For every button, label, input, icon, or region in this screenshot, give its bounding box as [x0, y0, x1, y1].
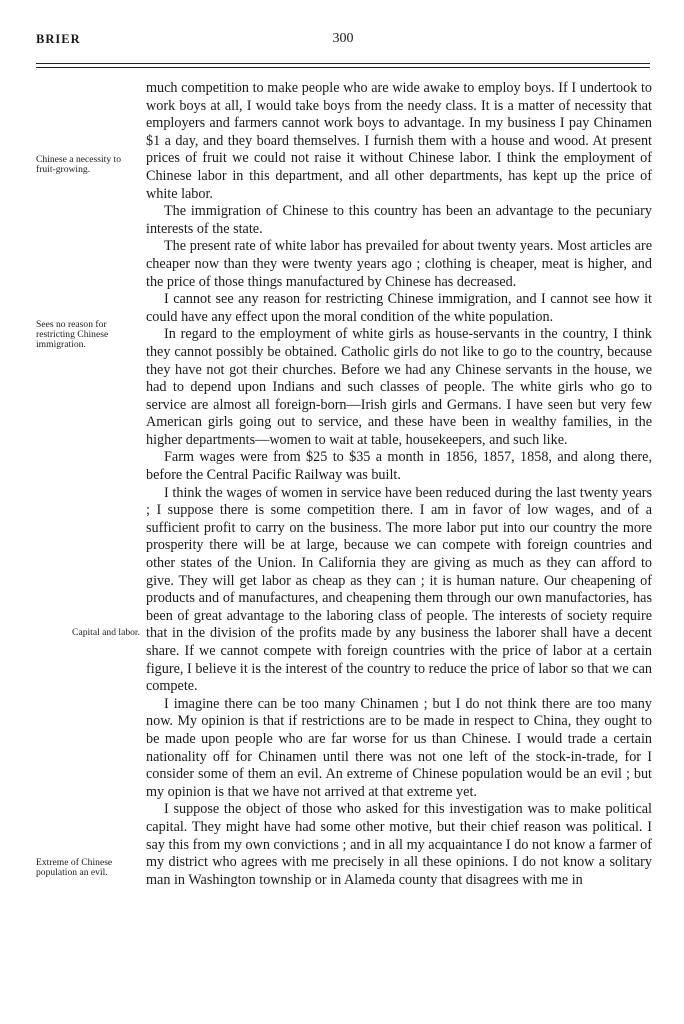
paragraph: The present rate of white labor has prevailed for about twenty years. Most articles are cheaper now than they were twenty years ago ; clothing is cheaper, meat is higher, and the price of those things manufactured by Chinese has decreased. [146, 238, 652, 290]
margin-note-restricting: Sees no reason for restricting Chinese immigration. [36, 319, 109, 350]
paragraph: Farm wages were from $25 to $35 a month in 1856, 1857, 1858, and along there, before the Central Pacific Railway was built. [146, 449, 652, 484]
margin-note-extreme-population: Extreme of Chinese population an evil. [36, 857, 113, 878]
header-rule-top [36, 63, 650, 64]
paragraph: The immigration of Chinese to this country has been an advantage to the pecuniary interests of the state. [146, 203, 652, 237]
page-number: 300 [332, 31, 354, 46]
header-rule-bottom [36, 67, 650, 68]
paragraph: I suppose the object of those who asked for this investigation was to make political capital. They might have had some other motive, but their chief reason was political. I say this from my own convictions ; and in all my acquaintance I do not know a farmer of my district who agrees with me precisely in all these opinions. I do not know a solitary man in Washington township or in Alameda county that disagrees with me in [146, 801, 652, 888]
paragraph: I think the wages of women in service have been reduced during the last twenty years ; I suppose there is some competition there. I am in favor of low wages, and of a sufficient profit to carry on the business. The more labor put into our country the more prosperity there will be at large, because we can compete with foreign countries and other states of the Union. In California they are giving as much as they can afford to give. They will get labor as cheap as they can ; it is human nature. Our cheapening of products and of manufactures, and cheapening them through our own manufactories, has been of great advantage to the laboring class of people. The interests of society require that in the division of the profits made by any business the laborer shall have a decent share. If we cannot compete with foreign countries with the price of labor at a certain figure, I believe it is the interest of the country to reduce the price of labor so that we can compete. [146, 484, 652, 695]
margin-note-chinese-necessity: Chinese a necessity to fruit-growing. [36, 154, 121, 175]
page-header [36, 32, 650, 54]
paragraph: much competition to make people who are wide awake to employ boys. If I undertook to work boys at all, I would take boys from the needy class. It is a matter of necessity that employers and farmers cannot work boys to advantage. In my business I pay Chinamen $1 a day, and they board themselves. I furnish them with a house and wood. At present prices of fruit we could not raise it without Chinese labor. I think the employment of Chinese labor in this department, and all other departments, has kept up the price of white labor. [146, 80, 652, 202]
paragraph: I cannot see any reason for restricting Chinese immigration, and I cannot see how it could have any effect upon the moral condition of the white population. [146, 291, 652, 325]
margin-note-capital-labor: Capital and labor. [72, 627, 140, 638]
paragraph: In regard to the employment of white girls as house-servants in the country, I think they cannot possibly be obtained. Catholic girls do not like to go to the country, because they have not got their churches. Before we had any Chinese servants in the house, we had to depend upon Indians and such classes of people. The white girls who go to service are almost all foreign-born—Irish girls and Germans. I have seen but very few American girls going out to service, and these have been in wealthy families, in the higher departments—women to wait at table, housekeepers, and such like. [146, 326, 652, 448]
body-text [146, 80, 652, 889]
paragraph: I imagine there can be too many Chinamen ; but I do not think there are too many now. My opinion is that if restrictions are to be made in respect to China, they ought to be made upon people who are far worse for us than Chinese. I would trade a certain nationality off for Chinamen until there was not one left of the stock-in-trade, for I consider some of them an evil. An extreme of Chinese population would be an evil ; but my opinion is that we have not arrived at that extreme yet. [146, 695, 652, 800]
running-title: BRIER [36, 32, 81, 46]
